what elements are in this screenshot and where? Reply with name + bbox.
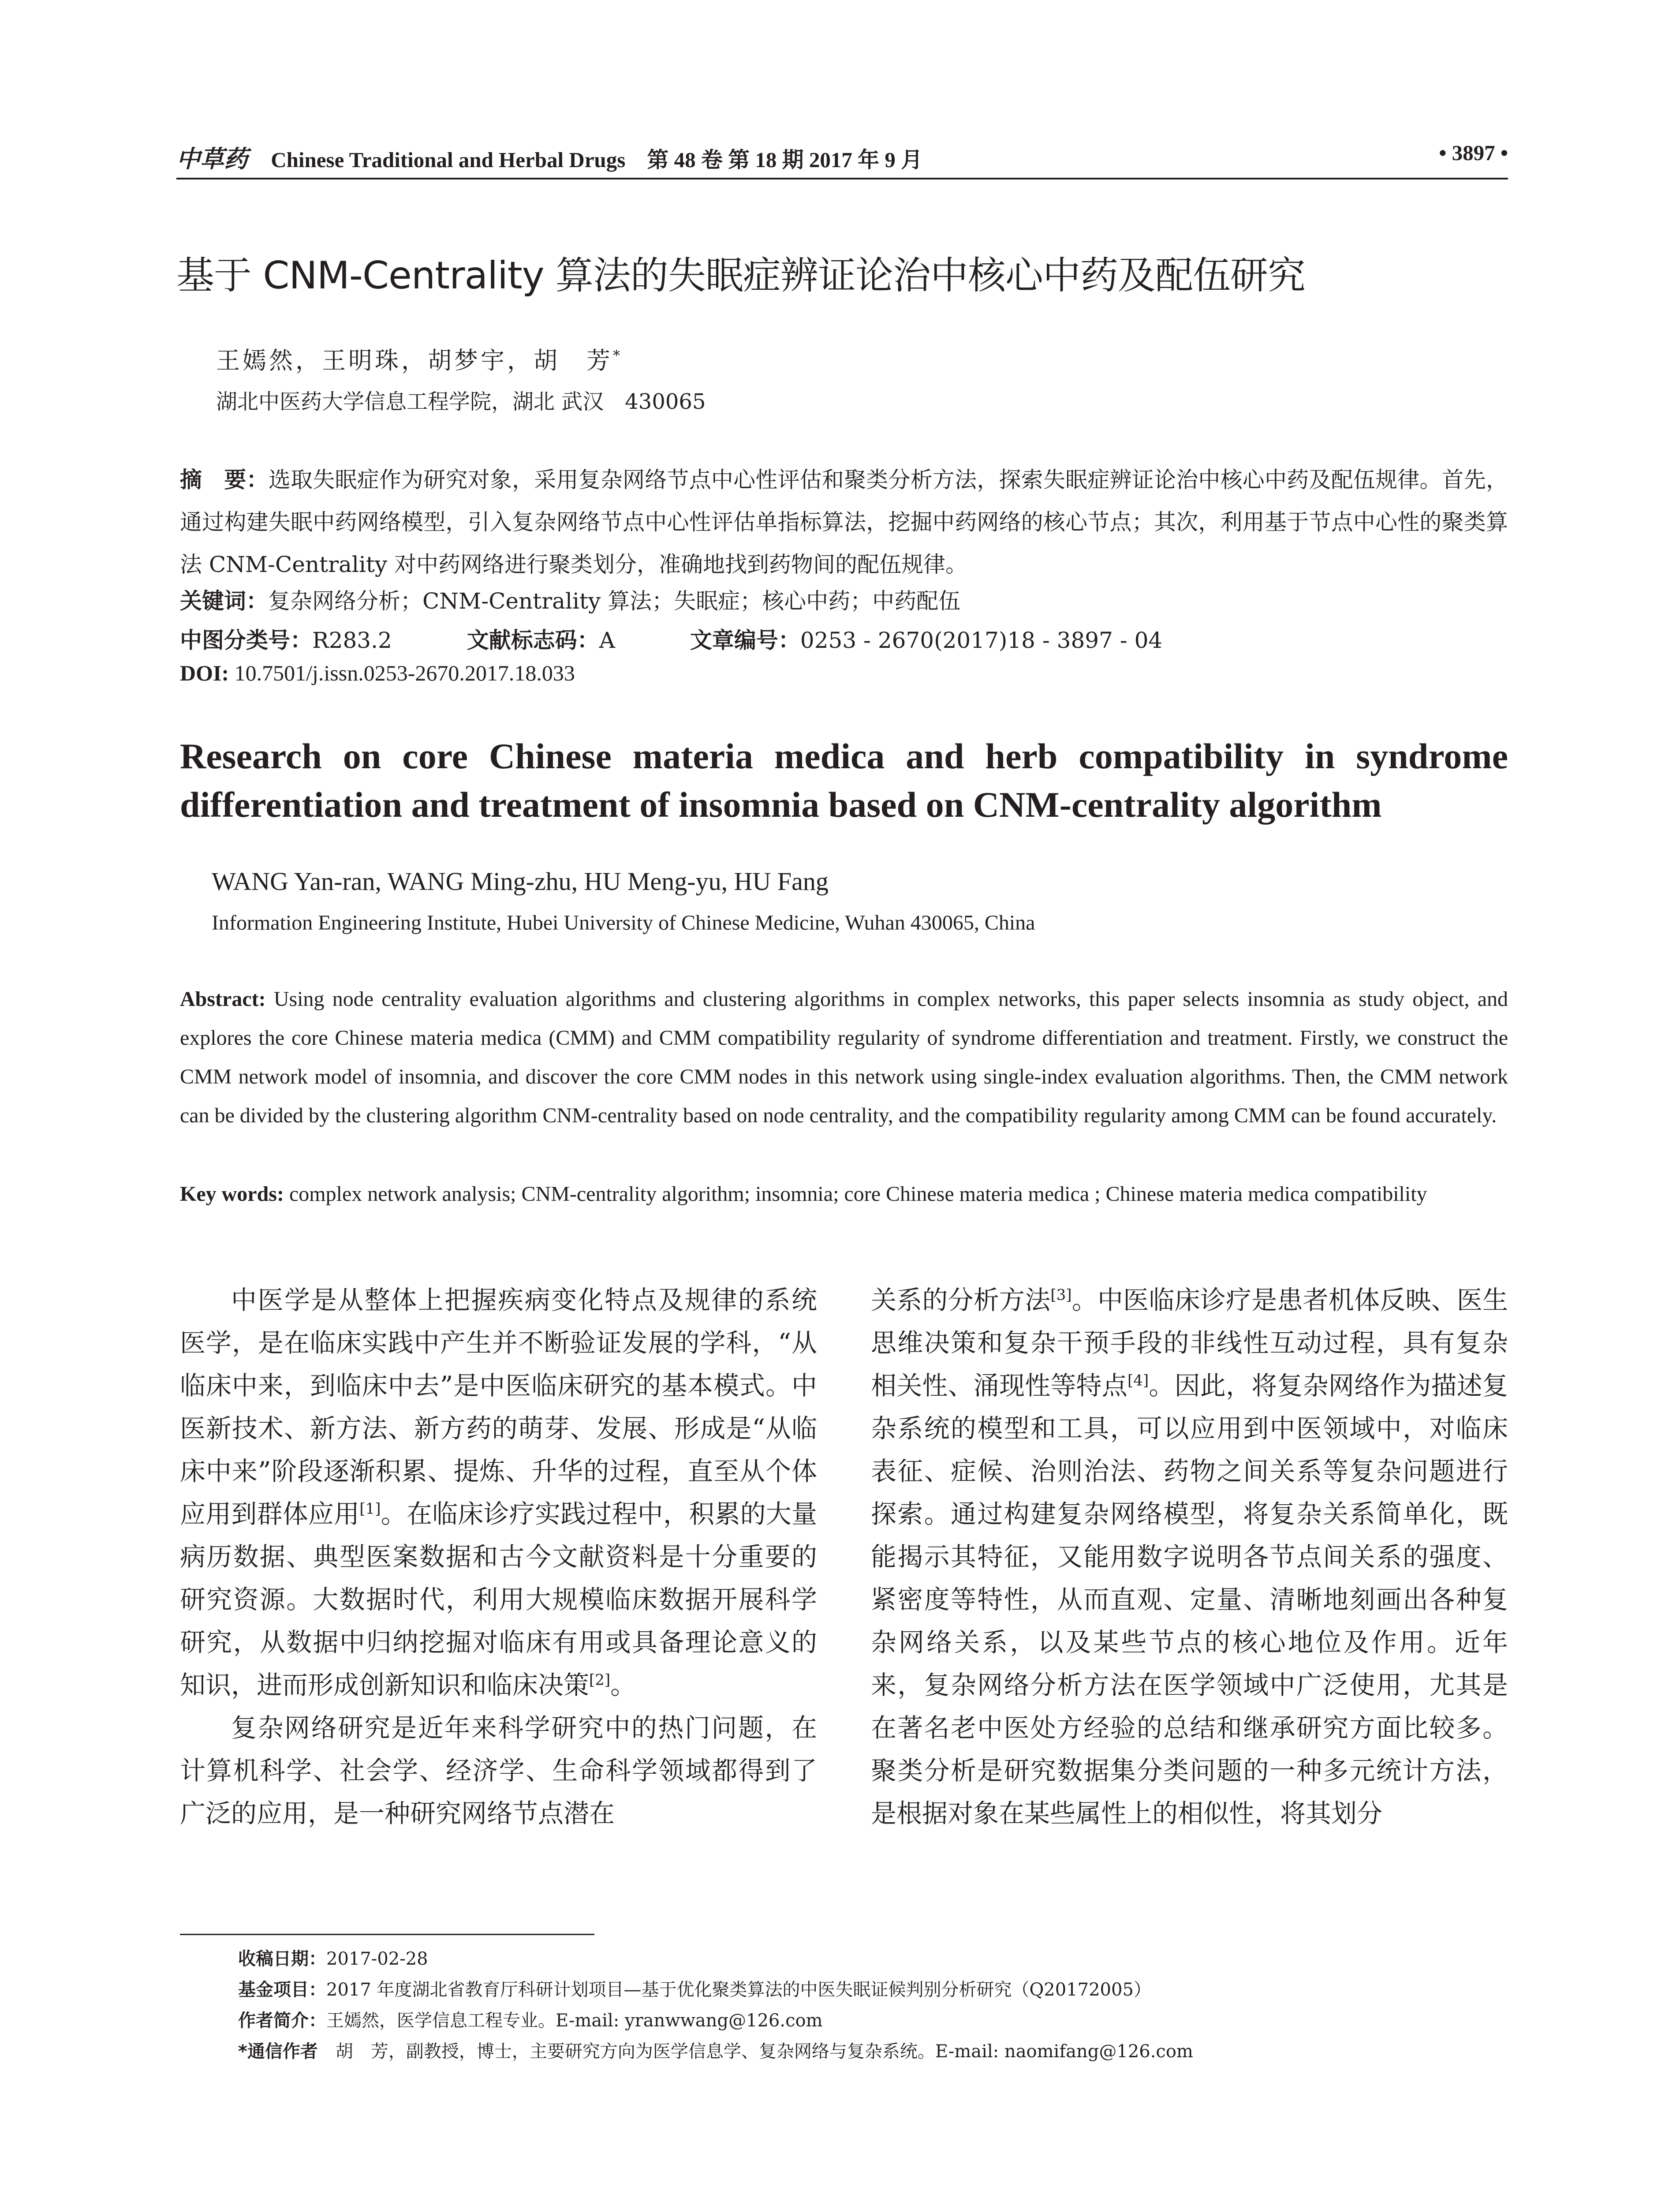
clc-value: R283.2 [312, 628, 392, 653]
authors-cn [216, 342, 623, 376]
reference-link-1[interactable]: [1] [359, 1500, 381, 1518]
footnote-value: 王嫣然，医学信息工程专业。E-mail: yranwwang@126.com [326, 2011, 823, 2031]
footnote-label: 基金项目： [238, 1980, 326, 2000]
footnote-author-bio [238, 2007, 823, 2032]
body-text: 中医学是从整体上把握疾病变化特点及规律的系统医学，是在临床实践中产生并不断验证发展的学科，“从临床中来，到临床中去”是中医临床研究的基本模式。中医新技术、新方法、新方药的萌芽、发展、形成是“从临床中来”阶段逐渐积累、提炼、升华的过程，直至从个体应用到群体应用 [180, 1285, 817, 1529]
footnote-value: 2017-02-28 [326, 1949, 428, 1969]
body-right-column [871, 1279, 1508, 1835]
footnote-received [238, 1945, 428, 1970]
corresponding-mark: * [613, 347, 623, 364]
body-text: 。在临床诊疗实践过程中，积累的大量病历数据、典型医案数据和古今文献资料是十分重要的研究资源。大数据时代，利用大规模临床数据开展科学研究，从数据中归纳挖掘对临床有用或具备理论意义的知识，进而形成创新知识和临床决策 [180, 1499, 817, 1700]
running-header [176, 140, 1508, 173]
reference-link-3[interactable]: [3] [1050, 1286, 1072, 1304]
body-text: 。中医临床诊疗是患者机体反映、医生思维决策和复杂干预手段的非线性互动过程，具有复杂相关性、涌现性等特点 [871, 1285, 1508, 1401]
footnote-divider [180, 1934, 594, 1935]
body-text: 关系的分析方法 [871, 1285, 1051, 1315]
body-text: 。因此，将复杂网络作为描述复杂系统的模型和工具，可以应用到中医领域中，对临床表征、症候、治则治法、药物之间关系等复杂问题进行探索。通过构建复杂网络模型，将复杂关系简单化，既能揭示其特征，又能用数字说明各节点间关系的强度、紧密度等特性，从而直观、定量、清晰地刻画出各种复杂网络关系，以及某些节点的核心地位及作用。近年来，复杂网络分析方法在医学领域中广泛使用，尤其是在著名老中医处方经验的总结和继承研究方面比较多。聚类分析是研究数据集分类问题的一种多元统计方法，是根据对象在某些属性上的相似性，将其划分 [871, 1371, 1508, 1828]
abstract-en-label: Abstract: [180, 987, 266, 1011]
doi-label: DOI: [180, 661, 229, 685]
authors-en: WANG Yan-ran, WANG Ming-zhu, HU Meng-yu, HU Fang [212, 867, 829, 896]
abstract-cn [180, 459, 1508, 586]
clc-label: 中图分类号： [180, 628, 312, 653]
keywords-en-label: Key words: [180, 1182, 284, 1206]
doi-line [180, 660, 575, 686]
footnote-value: 2017 年度湖北省教育厅科研计划项目—基于优化聚类算法的中医失眠证候判别分析研究（Q20172005） [326, 1980, 1151, 2000]
footnote-corresponding [238, 2037, 1193, 2063]
abstract-en-text: Using node centrality evaluation algorithms and clustering algorithms in complex networks, this paper selects insomnia as study object, and explores the core Chinese materia medica (CMM) and CMM compatibility regularity of syndrome differentiation and treatment. Firstly, we construct the CMM network model of insomnia, and discover the core CMM nodes in this network using single-index evaluation algorithms. Then, the CMM network can be divided by the clustering algorithm CNM-centrality based on node centrality, and the compatibility regularity among CMM can be found accurately. [180, 987, 1508, 1127]
article-no-label: 文章编号： [690, 628, 800, 653]
footnote-fund [238, 1976, 1151, 2001]
footnote-value: 胡 芳，副教授，博士，主要研究方向为医学信息学、复杂网络与复杂系统。E-mail: naomifang@126.com [317, 2041, 1193, 2062]
header-divider [176, 178, 1508, 179]
doc-code-label: 文献标志码： [467, 628, 599, 653]
body-paragraph-2: 复杂网络研究是近年来科学研究中的热门问题，在计算机科学、社会学、经济学、生命科学领域都得到了广泛的应用，是一种研究网络节点潜在 [180, 1713, 817, 1828]
abstract-en [180, 980, 1508, 1135]
doc-code-value: A [599, 628, 615, 653]
page-number: • 3897 • [1439, 141, 1508, 165]
reference-link-4[interactable]: [4] [1127, 1372, 1149, 1390]
keywords-en [180, 1175, 1508, 1214]
keywords-cn-label: 关键词： [180, 588, 268, 614]
footnote-label: 收稿日期： [238, 1949, 326, 1969]
abstract-cn-label: 摘 要： [180, 467, 269, 493]
authors-cn-names: 王嫣然，王明珠，胡梦宇，胡 芳 [216, 347, 613, 374]
affiliation-en: Information Engineering Institute, Hubei University of Chinese Medicine, Wuhan 430065, China [212, 911, 1035, 934]
article-no-value: 0253 - 2670(2017)18 - 3897 - 04 [800, 628, 1163, 653]
keywords-cn-text: 复杂网络分析；CNM-Centrality 算法；失眠症；核心中药；中药配伍 [268, 588, 961, 614]
footnote-label: 作者简介： [238, 2011, 326, 2031]
doi-value: 10.7501/j.issn.0253-2670.2017.18.033 [229, 661, 575, 685]
title-en: Research on core Chinese materia medica and herb compatibility in syndrome differentiation and treatment of insomnia based on CNM-centrality algorithm [180, 736, 1508, 825]
body-left-column [180, 1279, 817, 1835]
keywords-en-text: complex network analysis; CNM-centrality algorithm; insomnia; core Chinese materia medica ; Chinese materia medica compatibility [284, 1182, 1427, 1206]
body-text: 。 [610, 1670, 636, 1700]
journal-info: Chinese Traditional and Herbal Drugs 第 48 卷 第 18 期 2017 年 9 月 [271, 148, 923, 172]
body-paragraph-2-cont [871, 1279, 1508, 1835]
abstract-cn-text: 选取失眠症作为研究对象，采用复杂网络节点中心性评估和聚类分析方法，探索失眠症辨证论治中核心中药及配伍规律。首先，通过构建失眠中药网络模型，引入复杂网络节点中心性评估单指标算法，挖掘中药网络的核心节点；其次，利用基于节点中心性的聚类算法 CNM-Centrality 对中药网络进行聚类划分，准确地找到药物间的配伍规律。 [180, 467, 1508, 577]
keywords-cn [180, 583, 960, 615]
classification-line [180, 623, 1162, 654]
affiliation-cn: 湖北中医药大学信息工程学院，湖北 武汉 430065 [216, 389, 706, 414]
footnote-label: *通信作者 [238, 2041, 318, 2062]
reference-link-2[interactable]: [2] [589, 1671, 611, 1689]
journal-logo: 中草药 [176, 145, 248, 173]
body-paragraph-1 [180, 1279, 817, 1707]
title-cn: 基于 CNM-Centrality 算法的失眠症辨证论治中核心中药及配伍研究 [176, 254, 1305, 298]
